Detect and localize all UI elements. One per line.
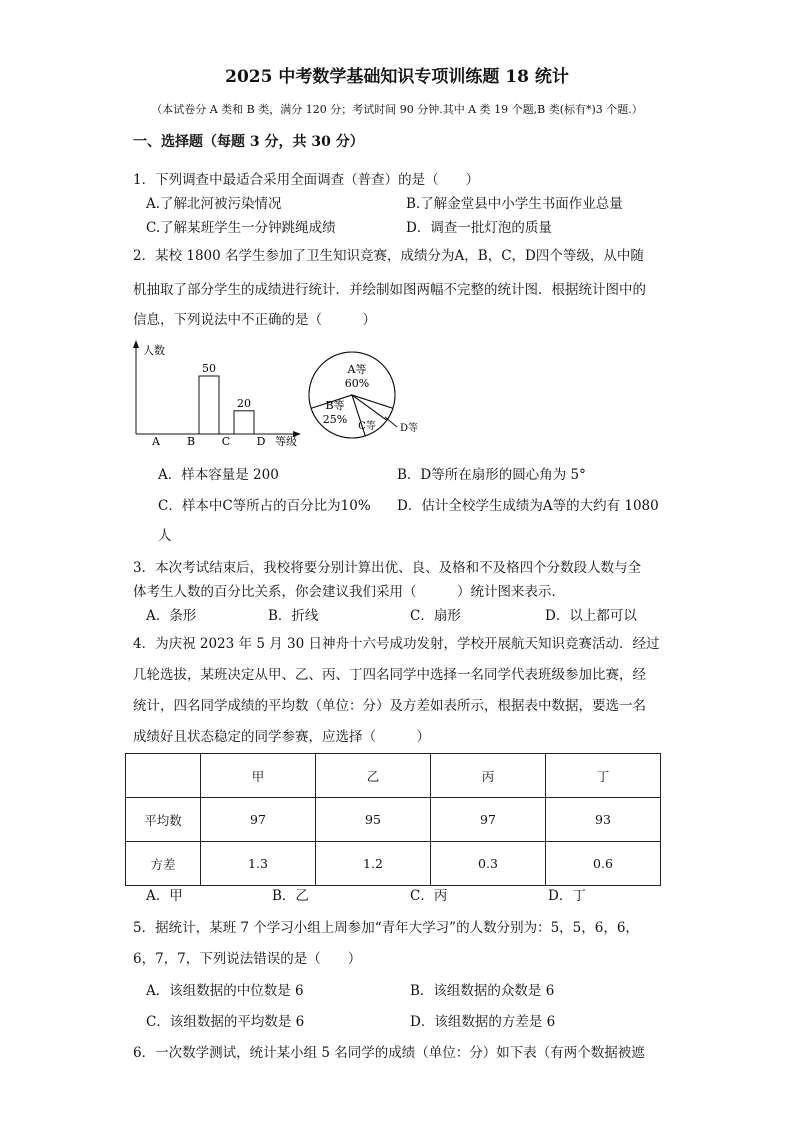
q4-option-a: A．甲 — [146, 888, 183, 904]
q4-option-b: B．乙 — [272, 888, 309, 904]
q5-stem-line-2: 6，7，7，下列说法错误的是（ ） — [133, 951, 362, 967]
table-cell: 97 — [201, 798, 316, 842]
q1-option-c: C.了解某班学生一分钟跳绳成绩 — [146, 220, 336, 236]
pie-percent-b: 25% — [322, 413, 348, 426]
pie-slice-d — [352, 395, 393, 420]
score-table — [125, 753, 661, 886]
pie-leader-d — [385, 417, 397, 427]
y-axis-arrow — [133, 340, 139, 348]
q2-option-b: B．D等所在扇形的圆心角为 5° — [397, 467, 586, 483]
q5-option-a: A．该组数据的中位数是 6 — [146, 983, 304, 999]
table-header-cell — [126, 754, 201, 798]
table-header-cell: 丁 — [546, 754, 661, 798]
bar-label-b: 50 — [202, 362, 216, 375]
bar-b — [199, 376, 219, 434]
table-header-row — [126, 754, 661, 798]
q4-stem-line-4: 成绩好且状态稳定的同学参赛，应选择（ ） — [133, 729, 430, 745]
x-tick-label-b: B — [186, 435, 196, 448]
table-header-cell: 乙 — [316, 754, 431, 798]
q4-option-d: D．丁 — [548, 888, 586, 904]
q3-stem-line-2: 体考生人数的百分比关系，你会建议我们采用（ ）统计图来表示． — [133, 584, 565, 600]
table-cell: 1.3 — [201, 842, 316, 886]
table-cell: 0.3 — [431, 842, 546, 886]
q3-option-b: B．折线 — [268, 608, 319, 624]
q1-option-b: B.了解金堂县中小学生书面作业总量 — [406, 196, 623, 212]
bar-chart — [125, 338, 305, 450]
q2-stem-line-1: 2．某校 1800 名学生参加了卫生知识竞赛，成绩分为A，B，C，D四个等级，从中随 — [133, 248, 644, 264]
table-cell: 1.2 — [316, 842, 431, 886]
q2-stem-line-3: 信息，下列说法中不正确的是（ ） — [133, 312, 376, 328]
page-title: 2025 中考数学基础知识专项训练题 18 统计 — [225, 67, 569, 87]
q5-stem-line-1: 5．据统计，某班 7 个学习小组上周参加“青年大学习”的人数分别为：5，5，6，6， — [133, 920, 639, 936]
x-tick-label-c: C — [221, 435, 231, 448]
table-cell: 方差 — [126, 842, 201, 886]
q3-option-c: C．扇形 — [410, 608, 461, 624]
q2-option-c: C．样本中C等所占的百分比为10% — [158, 498, 371, 514]
q3-option-d: D．以上都可以 — [545, 608, 637, 624]
pie-label-c: C等 — [358, 421, 376, 432]
table-cell: 0.6 — [546, 842, 661, 886]
q1-option-d: D．调查一批灯泡的质量 — [406, 220, 552, 236]
pie-label-b: B等 — [325, 399, 345, 412]
q3-stem-line-1: 3．本次考试结束后，我校将要分别计算出优、良、及格和不及格四个分数段人数与全 — [133, 560, 642, 576]
pie-label-d: D等 — [399, 423, 419, 434]
table-cell: 平均数 — [126, 798, 201, 842]
q1-stem: 1．下列调查中最适合采用全面调查（普查）的是（ ） — [133, 172, 480, 188]
bar-label-c: 20 — [237, 396, 251, 410]
x-tick-label-a: A — [152, 435, 160, 448]
table-cell: 97 — [431, 798, 546, 842]
table-row — [126, 842, 661, 886]
page-subtitle: （本试卷分 A 类和 B 类，满分 120 分；考试时间 90 分钟.其中 A 类 19 个题,B 类(标有*)3 个题.） — [151, 103, 643, 116]
q2-option-d-wrap: 人 — [158, 528, 172, 544]
q5-option-b: B．该组数据的众数是 6 — [410, 983, 555, 999]
pie-chart — [305, 345, 425, 445]
q2-option-a: A．样本容量是 200 — [158, 467, 279, 483]
q4-stem-line-3: 统计，四名同学成绩的平均数（单位：分）及方差如表所示，根据表中数据，要选一名 — [133, 698, 646, 714]
table-cell: 95 — [316, 798, 431, 842]
q6-stem-line-1: 6．一次数学测试，统计某小组 5 名同学的成绩（单位：分）如下表（有两个数据被遮 — [133, 1045, 645, 1061]
table-cell: 93 — [546, 798, 661, 842]
x-axis-label: 等级 — [275, 435, 297, 448]
y-axis-label: 人数 — [143, 344, 165, 357]
q5-option-d: D．该组数据的方差是 6 — [410, 1014, 556, 1030]
q4-stem-line-2: 几轮选拔，某班决定从甲、乙、丙、丁四名同学中选择一名同学代表班级参加比赛，经 — [133, 667, 646, 683]
q4-stem-line-1: 4．为庆祝 2023 年 5 月 30 日神舟十六号成功发射，学校开展航天知识竞赛活动．经过 — [133, 636, 660, 652]
section-heading: 一、选择题（每题 3 分，共 30 分） — [133, 134, 364, 150]
q2-stem-line-2: 机抽取了部分学生的成绩进行统计．并绘制如图两幅不完整的统计图．根据统计图中的 — [133, 282, 646, 298]
q2-option-d: D．估计全校学生成绩为A等的大约有 1080 — [397, 498, 659, 514]
q3-option-a: A．条形 — [146, 608, 197, 624]
q1-option-a: A.了解北河被污染情况 — [146, 196, 282, 212]
q5-option-c: C．该组数据的平均数是 6 — [146, 1014, 305, 1030]
q4-option-c: C．丙 — [410, 888, 448, 904]
table-header-cell: 甲 — [201, 754, 316, 798]
pie-percent-a: 60% — [344, 377, 370, 390]
pie-label-a: A等 — [347, 363, 367, 376]
table-row — [126, 798, 661, 842]
bar-c — [234, 411, 254, 434]
table-header-cell: 丙 — [431, 754, 546, 798]
x-tick-label-d: D — [256, 435, 266, 448]
